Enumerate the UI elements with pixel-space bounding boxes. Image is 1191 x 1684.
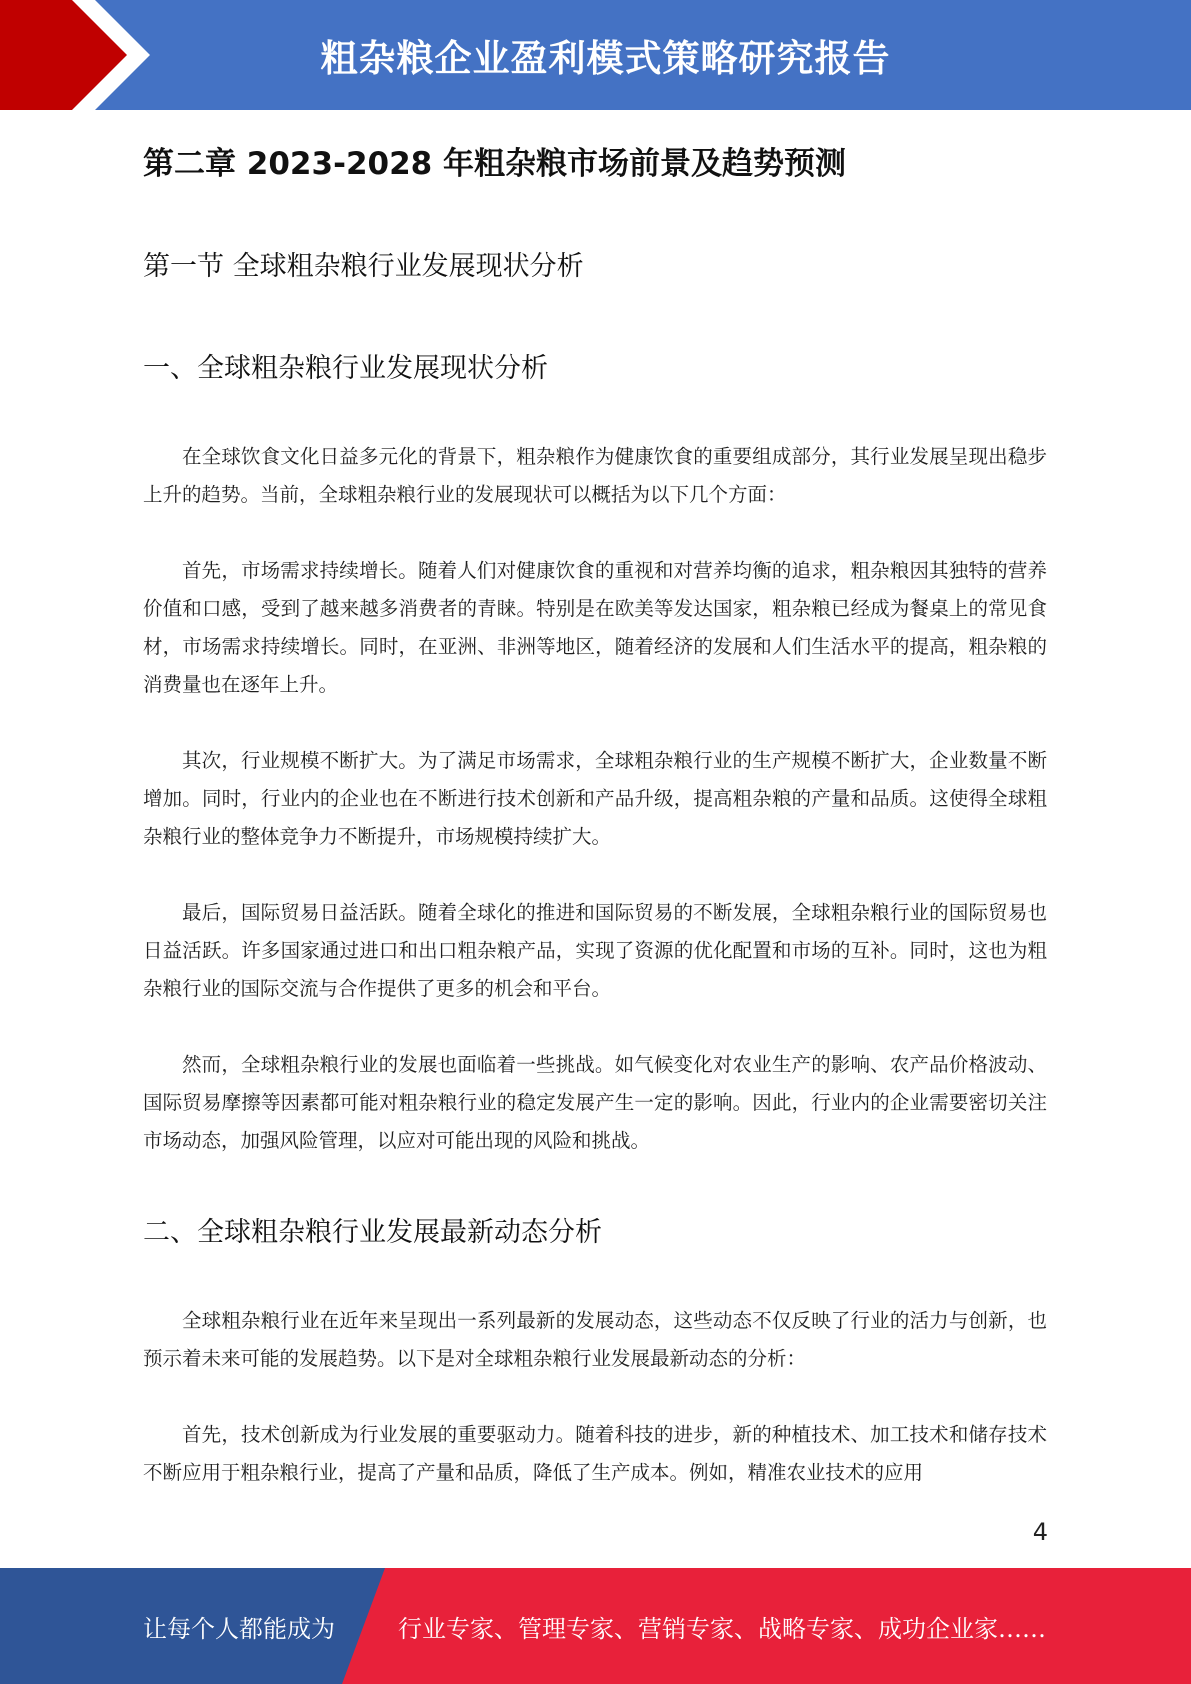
footer-banner (0, 1568, 1191, 1684)
section-title: 第一节 全球粗杂粮行业发展现状分析 (143, 251, 584, 282)
paragraph: 然而，全球粗杂粮行业的发展也面临着一些挑战。如气候变化对农业生产的影响、农产品价格波动、国际贸易摩擦等因素都可能对粗杂粮行业的稳定发展产生一定的影响。因此，行业内的企业需要密切关注市场动态，加强风险管理，以应对可能出现的风险和挑战。 (143, 1053, 1047, 1152)
paragraph: 在全球饮食文化日益多元化的背景下，粗杂粮作为健康饮食的重要组成部分，其行业发展呈现出稳步上升的趋势。当前，全球粗杂粮行业的发展现状可以概括为以下几个方面： (143, 445, 1047, 506)
report-header-bar (0, 0, 1191, 110)
subsection-title-2: 二、全球粗杂粮行业发展最新动态分析 (143, 1217, 602, 1248)
report-title: 粗杂粮企业盈利模式策略研究报告 (320, 37, 891, 80)
footer-slogan-left: 让每个人都能成为 (143, 1614, 335, 1643)
paragraph: 最后，国际贸易日益活跃。随着全球化的推进和国际贸易的不断发展，全球粗杂粮行业的国际贸易也日益活跃。许多国家通过进口和出口粗杂粮产品，实现了资源的优化配置和市场的互补。同时，这也为粗杂粮行业的国际交流与合作提供了更多的机会和平台。 (143, 901, 1047, 1000)
paragraph: 首先，市场需求持续增长。随着人们对健康饮食的重视和对营养均衡的追求，粗杂粮因其独特的营养价值和口感，受到了越来越多消费者的青睐。特别是在欧美等发达国家，粗杂粮已经成为餐桌上的常见食材，市场需求持续增长。同时，在亚洲、非洲等地区，随着经济的发展和人们生活水平的提高，粗杂粮的消费量也在逐年上升。 (143, 559, 1047, 696)
subsection-title-1: 一、全球粗杂粮行业发展现状分析 (143, 353, 548, 384)
page-number: 4 (1032, 1518, 1048, 1546)
paragraph: 首先，技术创新成为行业发展的重要驱动力。随着科技的进步，新的种植技术、加工技术和储存技术不断应用于粗杂粮行业，提高了产量和品质，降低了生产成本。例如，精准农业技术的应用 (143, 1423, 1047, 1484)
footer-slogan-right: 行业专家、管理专家、营销专家、战略专家、成功企业家…… (398, 1614, 1046, 1643)
paragraph: 全球粗杂粮行业在近年来呈现出一系列最新的发展动态，这些动态不仅反映了行业的活力与创新，也预示着未来可能的发展趋势。以下是对全球粗杂粮行业发展最新动态的分析： (143, 1309, 1047, 1370)
paragraph: 其次，行业规模不断扩大。为了满足市场需求，全球粗杂粮行业的生产规模不断扩大，企业数量不断增加。同时，行业内的企业也在不断进行技术创新和产品升级，提高粗杂粮的产量和品质。这使得全球粗杂粮行业的整体竞争力不断提升，市场规模持续扩大。 (143, 749, 1047, 848)
chapter-title: 第二章 2023-2028 年粗杂粮市场前景及趋势预测 (143, 146, 847, 182)
